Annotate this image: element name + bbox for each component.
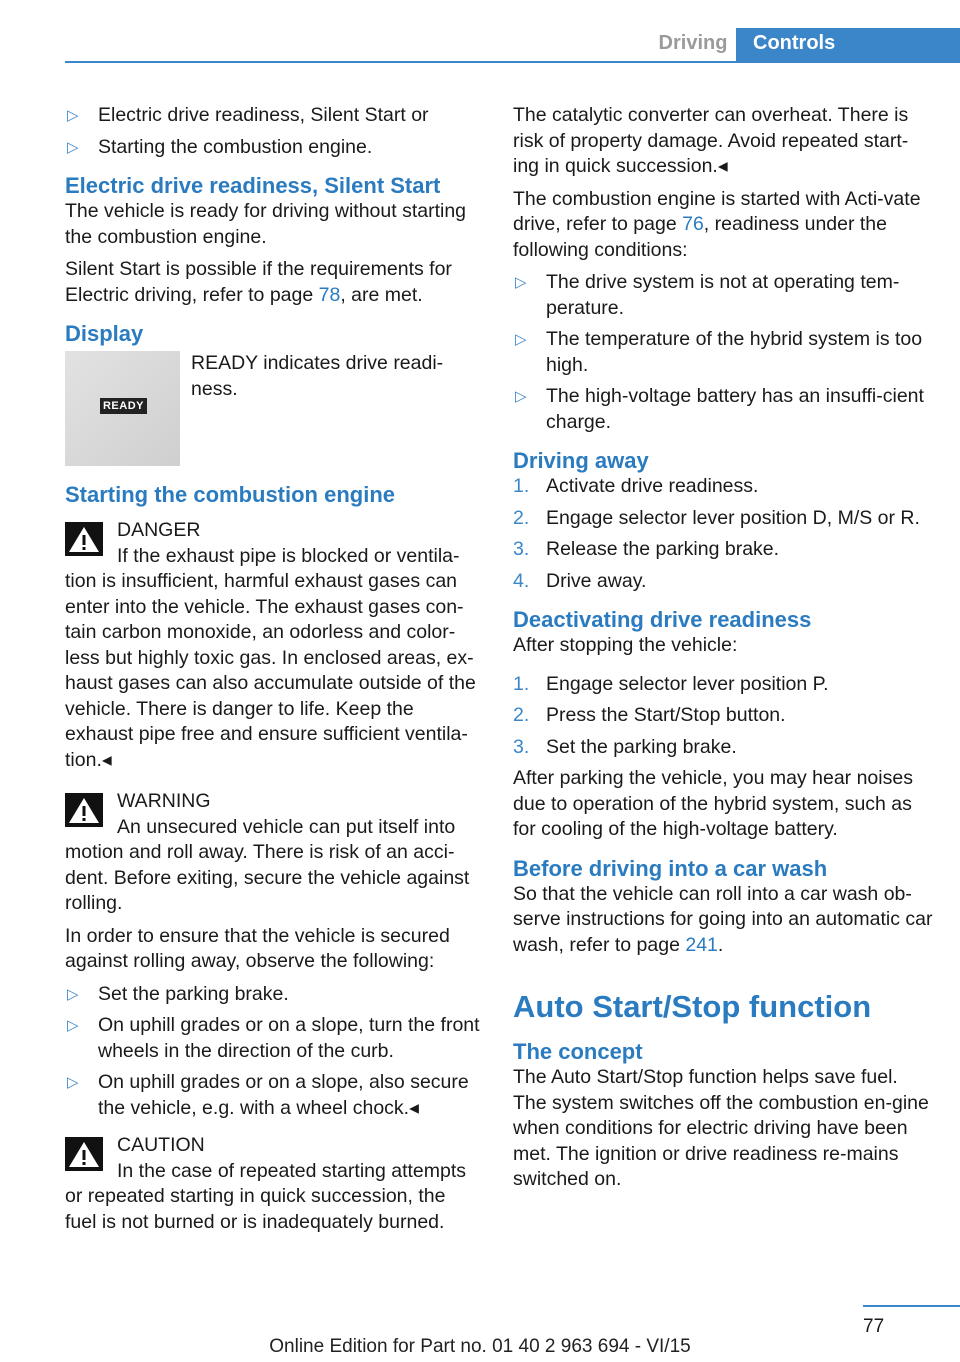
triangle-bullet-icon: ▷	[67, 107, 79, 124]
heading-display: Display	[65, 321, 144, 346]
display-block	[65, 351, 480, 481]
display-description: READY indicates drive readi-ness.	[191, 352, 444, 400]
step-item: 4. Drive away.	[513, 569, 647, 592]
step-item: 1. Engage selector lever position P.	[513, 672, 829, 695]
paragraph: After stopping the vehicle:	[513, 634, 738, 656]
danger-notice	[65, 518, 480, 773]
list-item: ▷ The high-voltage battery has an insuffi-cient charge.	[515, 385, 924, 433]
triangle-bullet-icon: ▷	[67, 1017, 79, 1034]
list-item: ▷ Set the parking brake.	[65, 982, 480, 1008]
step-item: 2. Press the Start/Stop button.	[513, 704, 786, 726]
warning-title: WARNING	[117, 790, 211, 812]
heading-concept: The concept	[513, 1039, 643, 1064]
warning-triangle-icon	[65, 522, 103, 556]
caution-notice	[65, 1133, 480, 1235]
step-item: 2. Engage selector lever position D, M/S or R.	[513, 506, 920, 529]
warning-triangle-icon	[65, 1137, 103, 1171]
heading-car-wash: Before driving into a car wash	[513, 855, 828, 881]
paragraph: Silent Start is possible if the requirements for Electric driving, refer to page 78, are met.	[65, 258, 452, 306]
triangle-bullet-icon: ▷	[67, 985, 79, 1003]
list-item: ▷ Electric drive readiness, Silent Start or	[65, 103, 480, 129]
heading-driving-away: Driving away	[513, 448, 649, 473]
right-column	[513, 103, 933, 1200]
page-link-241[interactable]: 241	[685, 933, 718, 956]
heading-deactivating: Deactivating drive readiness	[513, 607, 812, 632]
section-label: Driving	[658, 32, 728, 54]
list-item: ▷ On uphill grades or on a slope, also secure the vehicle, e.g. with a wheel chock.◂	[67, 1071, 469, 1119]
page-number: 77	[863, 1316, 885, 1337]
step-item: 1. Activate drive readiness.	[513, 475, 759, 497]
paragraph: The catalytic converter can overheat. There is risk of property damage. Avoid repeated start-ing in quick succession.◂	[513, 104, 909, 177]
paragraph: The combustion engine is started with Acti-vate drive, refer to page 76, readiness under the following conditions:	[513, 187, 921, 261]
danger-title: DANGER	[117, 519, 201, 541]
list-item: ▷ On uphill grades or on a slope, turn the front wheels in the direction of the curb.	[67, 1014, 480, 1062]
left-column	[65, 103, 480, 1242]
warning-triangle-icon	[65, 793, 103, 827]
step-item: 3. Release the parking brake.	[513, 538, 780, 560]
triangle-bullet-icon: ▷	[515, 388, 527, 405]
warning-text: An unsecured vehicle can put itself into motion and roll away. There is risk of an acci-dent. Before exiting, secure the vehicle against rolling.	[65, 815, 470, 914]
triangle-bullet-icon: ▷	[67, 138, 79, 156]
heading-starting-engine: Starting the combustion engine	[65, 482, 396, 507]
ready-badge: READY	[100, 398, 147, 414]
page-link-78[interactable]: 78	[318, 283, 341, 306]
list-item: ▷ Starting the combustion engine.	[65, 135, 480, 161]
list-item: ▷ The temperature of the hybrid system is too high.	[515, 328, 923, 376]
triangle-bullet-icon: ▷	[67, 1074, 79, 1091]
page-header	[0, 0, 960, 62]
warning-notice	[65, 789, 480, 917]
paragraph: So that the vehicle can roll into a car wash ob-serve instructions for going into an automatic car wash, refer to page 241.	[513, 882, 933, 956]
step-item: 3. Set the parking brake.	[513, 735, 737, 758]
chapter-tab: Controls	[736, 28, 960, 62]
list-item: ▷ The drive system is not at operating tem-perature.	[515, 271, 900, 319]
triangle-bullet-icon: ▷	[515, 331, 527, 348]
heading-silent-start: Electric drive readiness, Silent Start	[65, 173, 441, 198]
danger-text: If the exhaust pipe is blocked or ventila-tion is insufficient, harmful exhaust gases can enter into the vehicle. The exhaust gases con-tain carbon monoxide, an odorless and color-less but highly toxic gas. In enclosed areas, ex-haust gases can also accumulate outside of the vehicle. There is danger to life. Keep the exhaust pipe free and ensure sufficient ventila-tion.◂	[65, 544, 476, 771]
paragraph: The Auto Start/Stop function helps save fuel. The system switches off the combustion en-gine when conditions for electric driving have been met. The ignition or drive readiness re-mains switched on.	[513, 1066, 929, 1190]
paragraph: The vehicle is ready for driving without starting the combustion engine.	[65, 200, 467, 248]
header-rule	[65, 61, 960, 63]
heading-auto-start-stop: Auto Start/Stop function	[513, 989, 872, 1024]
ready-display-image	[65, 351, 180, 466]
page-link-76[interactable]: 76	[682, 213, 704, 235]
paragraph: After parking the vehicle, you may hear noises due to operation of the hybrid system, such as for cooling of the high-voltage battery.	[513, 767, 913, 840]
paragraph: In order to ensure that the vehicle is secured against rolling away, observe the following:	[65, 924, 450, 972]
caution-title: CAUTION	[117, 1134, 205, 1156]
triangle-bullet-icon: ▷	[515, 274, 527, 291]
footer-rule	[863, 1305, 960, 1307]
footer-edition: Online Edition for Part no. 01 40 2 963 694 - VI/15	[269, 1336, 691, 1357]
caution-text: In the case of repeated starting attempts or repeated starting in quick succession, the fuel is not burned or is inadequately burned.	[65, 1159, 467, 1233]
